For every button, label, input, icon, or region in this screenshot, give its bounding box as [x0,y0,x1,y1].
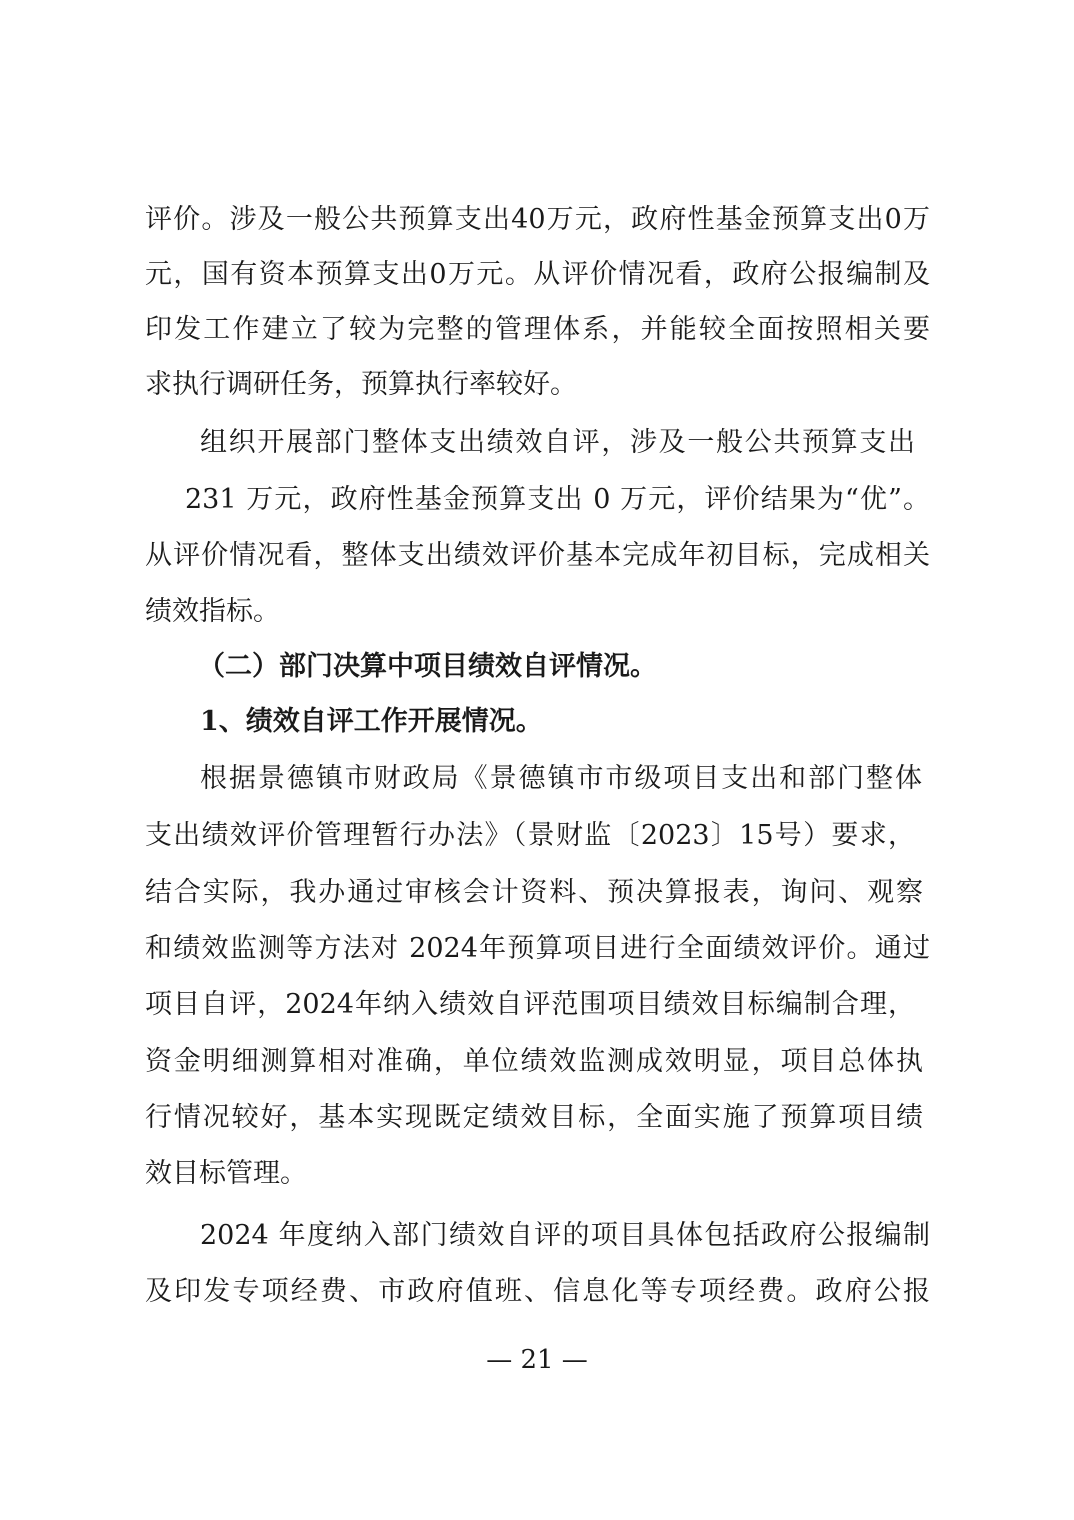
body-text-line: 评价。涉及一般公共预算支出40万元，政府性基金预算支出0万 [145,204,930,235]
body-text-line: 和绩效监测等方法对 2024年预算项目进行全面绩效评价。通过 [145,933,930,964]
body-text-line: 效目标管理。 [145,1158,307,1189]
page-number: — 21 — [486,1345,588,1375]
body-text-line: 求执行调研任务，预算执行率较好。 [145,369,577,400]
body-text-line: 支出绩效评价管理暂行办法》（景财监〔2023〕15号）要求， [145,820,915,851]
body-text-line: 元，国有资本预算支出0万元。从评价情况看，政府公报编制及 [145,259,930,290]
body-text-line: 资金明细测算相对准确，单位绩效监测成效明显，项目总体执 [145,1046,923,1077]
body-text-line: 行情况较好，基本实现既定绩效目标，全面实施了预算项目绩 [145,1102,923,1133]
body-text-line: 结合实际，我办通过审核会计资料、预决算报表，询问、观察 [145,877,923,908]
body-text-line: 231 万元，政府性基金预算支出 0 万元，评价结果为“优”。 [185,484,930,515]
body-text-line: 及印发专项经费、市政府值班、信息化等专项经费。政府公报 [145,1276,930,1307]
body-text-line: 绩效指标。 [145,596,280,627]
body-text-line: 根据景德镇市财政局《景德镇市市级项目支出和部门整体 [200,763,922,794]
body-text-line: 2024 年度纳入部门绩效自评的项目具体包括政府公报编制 [200,1220,930,1251]
section-heading: （二）部门决算中项目绩效自评情况。 [198,651,657,682]
subsection-heading: 1、绩效自评工作开展情况。 [200,706,543,737]
body-text-line: 从评价情况看，整体支出绩效评价基本完成年初目标，完成相关 [145,540,930,571]
body-text-line: 组织开展部门整体支出绩效自评，涉及一般公共预算支出 [200,427,915,458]
body-text-line: 项目自评，2024年纳入绩效自评范围项目绩效目标编制合理， [145,989,915,1020]
body-text-line: 印发工作建立了较为完整的管理体系，并能较全面按照相关要 [145,314,930,345]
